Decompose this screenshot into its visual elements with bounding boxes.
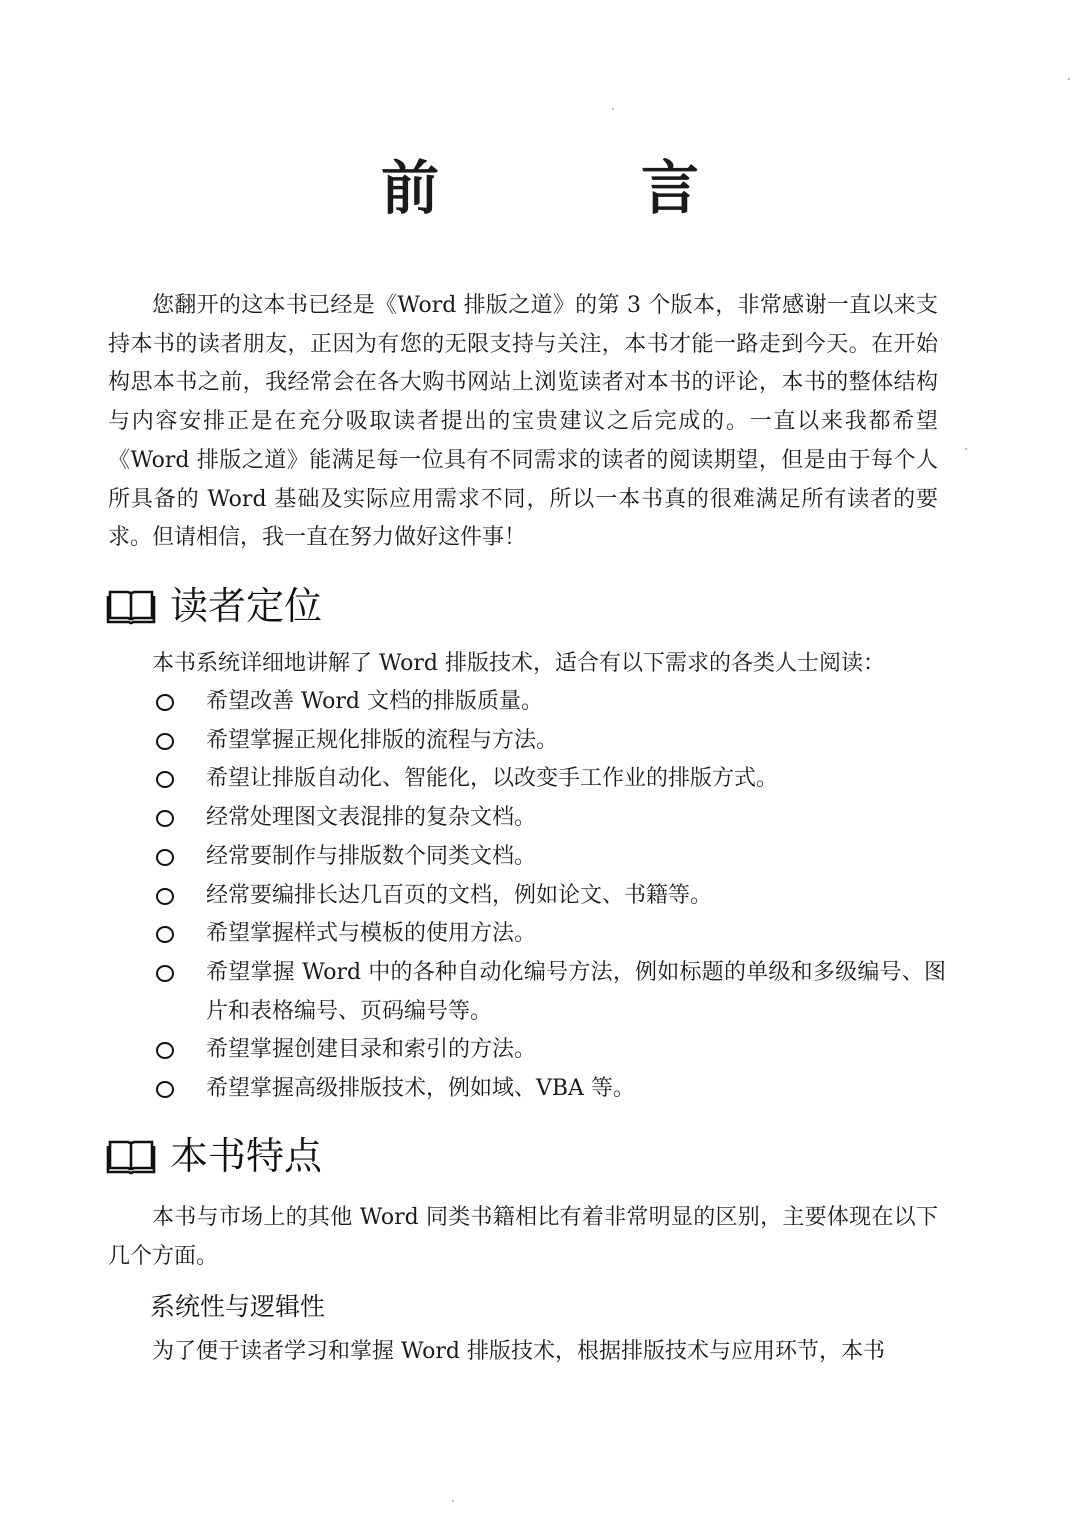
- scan-speck: [965, 448, 967, 450]
- list-item: 希望让排版自动化、智能化，以改变手工作业的排版方式。: [156, 760, 946, 799]
- list-item: 经常处理图文表混排的复杂文档。: [156, 799, 946, 838]
- reader-lead-paragraph: 本书系统详细地讲解了 Word 排版技术，适合有以下需求的各类人士阅读：: [152, 651, 885, 676]
- section-heading-reader: [106, 582, 322, 630]
- hollow-circle-bullet-icon: [156, 849, 174, 866]
- list-item: 希望掌握创建目录和索引的方法。: [156, 1031, 946, 1070]
- list-item: 经常要编排长达几百页的文档，例如论文、书籍等。: [156, 877, 946, 916]
- page-title: 前 言: [380, 154, 771, 222]
- features-lead-paragraph: 本书与市场上的其他 Word 同类书籍相比有着非常明显的区别，主要体现在以下几个方面。: [108, 1205, 938, 1269]
- hollow-circle-bullet-icon: [156, 771, 174, 788]
- intro-paragraph: 您翻开的这本书已经是《Word 排版之道》的第 3 个版本，非常感谢一直以来支持本书的读者朋友，正因为有您的无限支持与关注，本书才能一路走到今天。在开始构思本书之前，我经常会在各大购书网站上浏览读者对本书的评论，本书的整体结构与内容安排正是在充分吸取读者提出的宝贵建议之后完成的。一直以来我都希望《Word 排版之道》能满足每一位具有不同需求的读者的阅读期望，但是由于每个人所具备的 Word 基础及实际应用需求不同，所以一本书真的很难满足所有读者的要求。但请相信，我一直在努力做好这件事！: [108, 293, 938, 551]
- list-item: 希望掌握 Word 中的各种自动化编号方法，例如标题的单级和多级编号、图片和表格编号、页码编号等。: [156, 954, 946, 1031]
- hollow-circle-bullet-icon: [156, 810, 174, 827]
- subheading-systematic: 系统性与逻辑性: [150, 1292, 326, 1321]
- list-item: 希望掌握样式与模板的使用方法。: [156, 915, 946, 954]
- hollow-circle-bullet-icon: [156, 733, 174, 750]
- hollow-circle-bullet-icon: [156, 1081, 174, 1098]
- scan-speck: [612, 108, 614, 110]
- systematic-paragraph: 为了便于读者学习和掌握 Word 排版技术，根据排版技术与应用环节，本书: [152, 1339, 885, 1364]
- open-book-icon: [106, 1136, 156, 1176]
- hollow-circle-bullet-icon: [156, 1042, 174, 1059]
- section-heading-features: [106, 1132, 322, 1180]
- list-item: 希望掌握正规化排版的流程与方法。: [156, 722, 946, 761]
- scan-speck: [452, 1500, 454, 1502]
- scan-speck: [1068, 78, 1070, 80]
- list-item: 经常要制作与排版数个同类文档。: [156, 838, 946, 877]
- hollow-circle-bullet-icon: [156, 694, 174, 711]
- open-book-icon: [106, 586, 156, 626]
- reader-list: [156, 683, 946, 1109]
- hollow-circle-bullet-icon: [156, 888, 174, 905]
- list-item: 希望改善 Word 文档的排版质量。: [156, 683, 946, 722]
- section-title-features: 本书特点: [170, 1134, 323, 1178]
- hollow-circle-bullet-icon: [156, 965, 174, 982]
- section-title-reader: 读者定位: [170, 584, 323, 628]
- hollow-circle-bullet-icon: [156, 926, 174, 943]
- list-item: 希望掌握高级排版技术，例如域、VBA 等。: [156, 1070, 946, 1109]
